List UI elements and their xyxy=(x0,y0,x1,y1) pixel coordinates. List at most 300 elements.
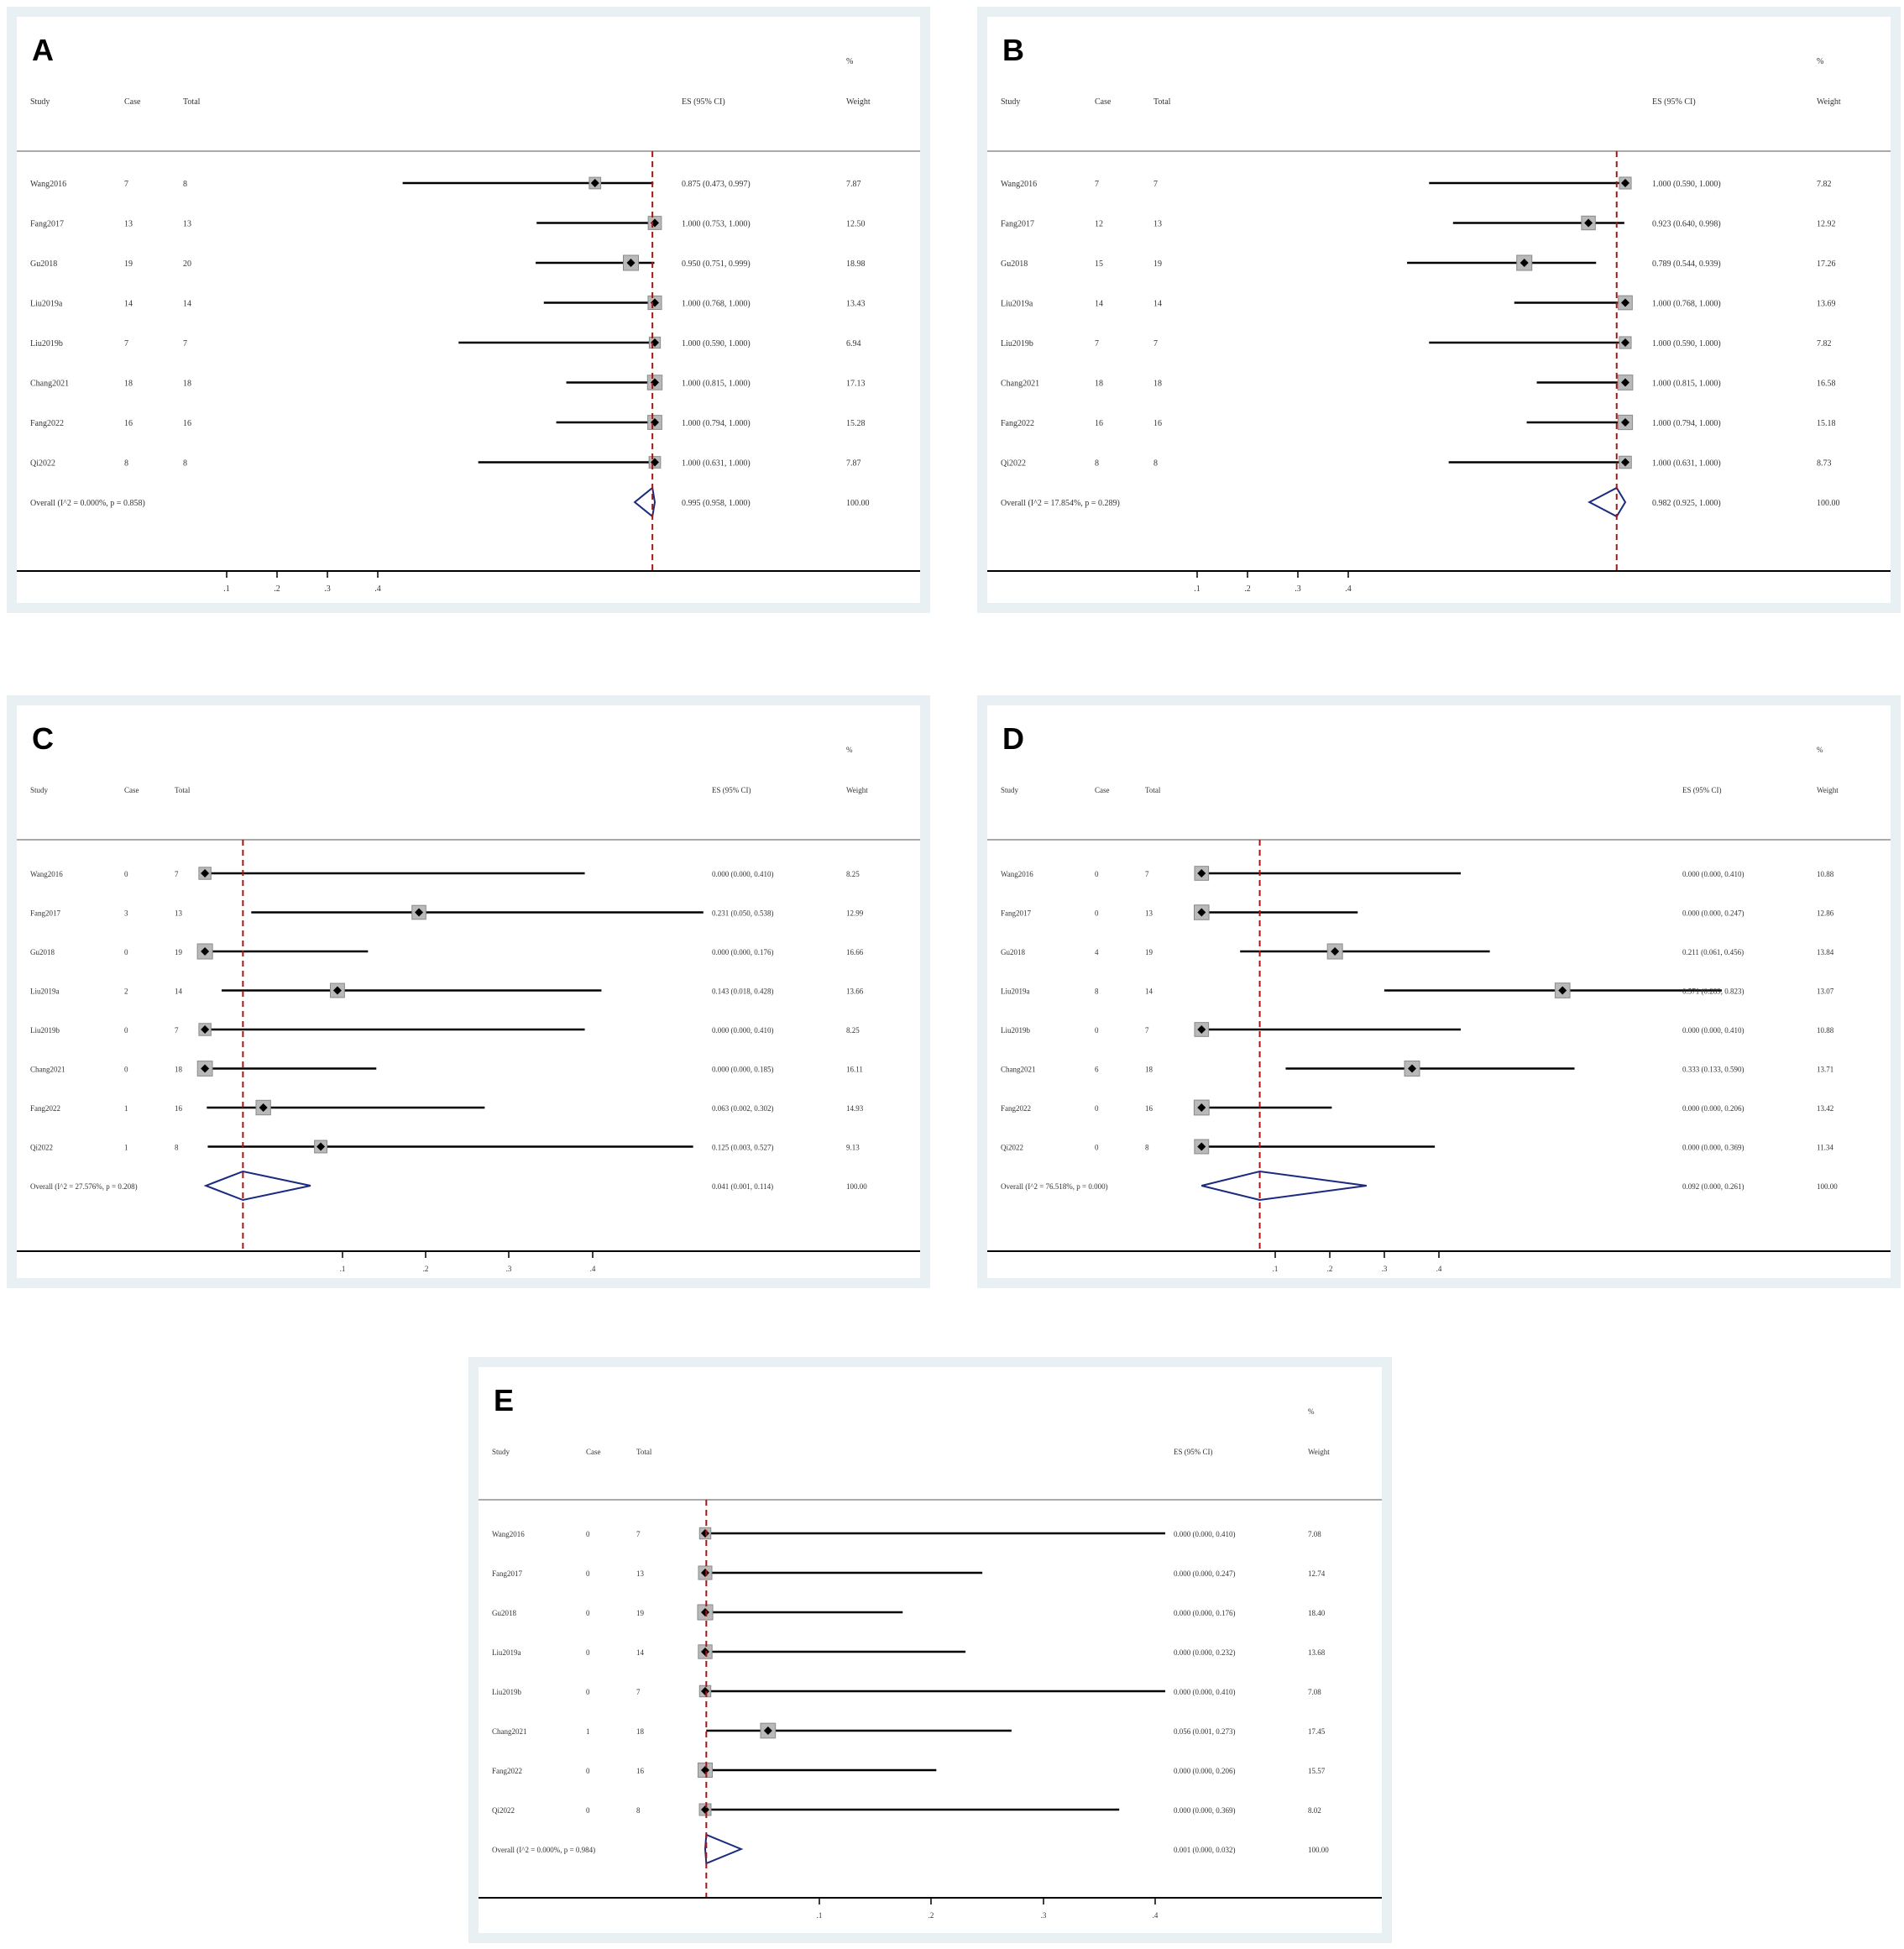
study-row xyxy=(492,1723,1326,1738)
study-name: Gu2018 xyxy=(1001,259,1028,269)
es-ci-text: 1.000 (0.753, 1.000) xyxy=(682,219,751,229)
study-total: 18 xyxy=(1145,1065,1153,1074)
es-ci-text: 1.000 (0.794, 1.000) xyxy=(1652,419,1721,428)
study-case: 14 xyxy=(124,299,133,309)
panel-letter: A xyxy=(32,33,54,67)
es-ci-text: 0.143 (0.018, 0.428) xyxy=(712,987,774,996)
study-weight: 13.84 xyxy=(1817,948,1834,956)
study-case: 16 xyxy=(124,419,133,428)
study-name: Chang2021 xyxy=(30,1065,65,1074)
x-tick-label: .4 xyxy=(589,1265,596,1273)
study-case: 0 xyxy=(1095,1143,1099,1152)
overall-diamond xyxy=(1201,1171,1367,1200)
study-case: 0 xyxy=(586,1688,590,1696)
study-weight: 14.93 xyxy=(846,1104,864,1113)
study-row xyxy=(1001,905,1834,920)
study-row xyxy=(1001,1061,1833,1077)
study-weight: 7.08 xyxy=(1308,1530,1321,1538)
study-weight: 17.13 xyxy=(846,379,866,389)
panel-letter: E xyxy=(494,1383,515,1417)
study-row xyxy=(492,1605,1326,1620)
es-ci-text: 0.789 (0.544, 0.939) xyxy=(1652,259,1721,269)
study-row xyxy=(1001,867,1834,881)
x-tick-label: .1 xyxy=(223,584,230,594)
study-weight: 8.02 xyxy=(1308,1806,1321,1815)
es-ci-text: 0.125 (0.003, 0.527) xyxy=(712,1143,774,1152)
study-name: Fang2022 xyxy=(1001,1104,1031,1113)
header-weight: Weight xyxy=(846,786,868,794)
study-case: 8 xyxy=(124,458,128,469)
study-total: 14 xyxy=(175,987,182,996)
study-total: 14 xyxy=(636,1648,644,1657)
panel-letter: D xyxy=(1002,721,1024,756)
study-row xyxy=(492,1804,1321,1815)
study-total: 16 xyxy=(183,419,191,428)
study-case: 16 xyxy=(1095,419,1103,428)
study-weight: 13.69 xyxy=(1817,299,1836,309)
study-weight: 7.82 xyxy=(1817,180,1832,189)
header-percent: % xyxy=(846,57,854,66)
study-total: 18 xyxy=(1153,379,1162,389)
panel-C-frame xyxy=(7,695,930,1288)
study-case: 0 xyxy=(124,1065,128,1074)
study-weight: 13.71 xyxy=(1817,1065,1834,1074)
study-weight: 9.13 xyxy=(846,1143,860,1152)
study-name: Liu2019b xyxy=(1001,1026,1030,1035)
study-weight: 15.57 xyxy=(1308,1767,1326,1775)
study-total: 8 xyxy=(1145,1143,1149,1152)
study-row xyxy=(1001,216,1836,229)
header-study: Study xyxy=(1001,97,1021,107)
study-case: 7 xyxy=(124,339,128,348)
es-ci-text: 0.923 (0.640, 0.998) xyxy=(1652,219,1721,229)
header-total: Total xyxy=(1153,97,1171,107)
overall-weight: 100.00 xyxy=(846,1182,867,1191)
study-total: 18 xyxy=(636,1727,644,1736)
header-percent: % xyxy=(1817,57,1824,66)
study-total: 8 xyxy=(175,1143,179,1152)
study-name: Gu2018 xyxy=(30,948,55,956)
x-tick-label: .3 xyxy=(1381,1265,1388,1273)
es-ci-text: 1.000 (0.768, 1.000) xyxy=(1652,299,1721,309)
study-name: Fang2022 xyxy=(30,419,64,428)
study-row xyxy=(1001,983,1834,998)
es-ci-text: 0.063 (0.002, 0.302) xyxy=(712,1104,774,1113)
study-weight: 7.87 xyxy=(846,458,861,469)
study-row xyxy=(30,867,860,879)
panel-letter: B xyxy=(1002,33,1024,67)
study-name: Wang2016 xyxy=(492,1530,525,1538)
header-total: Total xyxy=(183,97,201,107)
study-total: 16 xyxy=(636,1767,644,1775)
es-ci-text: 0.000 (0.000, 0.410) xyxy=(1682,870,1744,878)
study-name: Liu2019b xyxy=(492,1688,521,1696)
overall-weight: 100.00 xyxy=(1817,1182,1838,1191)
study-name: Gu2018 xyxy=(30,259,58,269)
header-es: ES (95% CI) xyxy=(1652,97,1696,107)
forest-plot-D xyxy=(987,705,1891,1278)
study-row xyxy=(30,1140,860,1153)
es-ci-text: 0.000 (0.000, 0.369) xyxy=(1682,1143,1744,1152)
study-case: 1 xyxy=(586,1727,590,1736)
es-ci-text: 0.000 (0.000, 0.247) xyxy=(1174,1569,1236,1578)
study-row xyxy=(30,944,864,959)
study-total: 7 xyxy=(1145,1026,1149,1035)
study-case: 13 xyxy=(124,219,133,229)
study-weight: 16.11 xyxy=(846,1065,863,1074)
study-name: Chang2021 xyxy=(30,379,70,389)
study-name: Qi2022 xyxy=(1001,458,1026,469)
study-name: Wang2016 xyxy=(1001,870,1033,878)
study-weight: 7.87 xyxy=(846,180,861,189)
overall-row xyxy=(30,1171,867,1200)
panel-E-frame xyxy=(468,1357,1392,1943)
header-es: ES (95% CI) xyxy=(1682,786,1722,794)
study-weight: 18.98 xyxy=(846,259,866,269)
es-ci-text: 0.000 (0.000, 0.410) xyxy=(1174,1530,1236,1538)
study-row xyxy=(1001,337,1832,348)
study-case: 18 xyxy=(1095,379,1103,389)
es-ci-text: 0.000 (0.000, 0.206) xyxy=(1682,1104,1744,1113)
study-name: Liu2019a xyxy=(492,1648,521,1657)
study-row xyxy=(1001,177,1832,189)
study-row xyxy=(492,1566,1326,1580)
study-row xyxy=(1001,255,1836,270)
study-row xyxy=(30,1024,860,1035)
header-es: ES (95% CI) xyxy=(682,97,725,107)
header-total: Total xyxy=(175,786,191,794)
study-case: 18 xyxy=(124,379,133,389)
study-row xyxy=(1001,296,1836,310)
study-weight: 16.58 xyxy=(1817,379,1836,389)
study-total: 13 xyxy=(1145,909,1153,918)
study-case: 19 xyxy=(124,259,133,269)
forest-plot-C xyxy=(17,705,920,1278)
study-total: 18 xyxy=(183,379,191,389)
study-name: Chang2021 xyxy=(1001,379,1040,389)
study-case: 3 xyxy=(124,909,128,918)
es-ci-text: 0.000 (0.000, 0.410) xyxy=(712,1026,774,1035)
header-es: ES (95% CI) xyxy=(1174,1448,1213,1456)
study-weight: 13.66 xyxy=(846,987,864,996)
study-total: 7 xyxy=(1153,339,1158,348)
study-row xyxy=(30,1100,864,1114)
study-case: 0 xyxy=(124,870,128,878)
es-ci-text: 1.000 (0.590, 1.000) xyxy=(682,339,751,348)
study-weight: 7.08 xyxy=(1308,1688,1321,1696)
study-name: Fang2017 xyxy=(30,219,64,229)
header-total: Total xyxy=(636,1448,652,1456)
x-tick-label: .1 xyxy=(339,1265,346,1273)
study-row xyxy=(30,983,864,998)
study-name: Liu2019b xyxy=(1001,339,1033,348)
es-ci-text: 0.000 (0.000, 0.185) xyxy=(712,1065,774,1074)
es-ci-text: 1.000 (0.794, 1.000) xyxy=(682,419,751,428)
study-weight: 8.25 xyxy=(846,1026,860,1035)
study-weight: 7.82 xyxy=(1817,339,1832,348)
es-ci-text: 0.000 (0.000, 0.410) xyxy=(712,870,774,878)
study-name: Fang2017 xyxy=(30,909,60,918)
header-case: Case xyxy=(124,786,139,794)
study-name: Qi2022 xyxy=(30,1143,53,1152)
overall-es-text: 0.092 (0.000, 0.261) xyxy=(1682,1182,1744,1191)
header-percent: % xyxy=(1308,1407,1315,1416)
overall-label: Overall (I^2 = 17.854%, p = 0.289) xyxy=(1001,499,1120,508)
x-tick-label: .4 xyxy=(1436,1265,1442,1273)
study-row xyxy=(30,375,866,390)
es-ci-text: 1.000 (0.768, 1.000) xyxy=(682,299,751,309)
study-name: Gu2018 xyxy=(492,1609,516,1617)
study-case: 1 xyxy=(124,1143,128,1152)
study-total: 8 xyxy=(636,1806,641,1815)
study-weight: 13.07 xyxy=(1817,987,1834,996)
study-total: 7 xyxy=(1145,870,1149,878)
study-case: 1 xyxy=(124,1104,128,1113)
study-case: 15 xyxy=(1095,259,1103,269)
study-total: 14 xyxy=(1145,987,1153,996)
study-total: 8 xyxy=(183,180,187,189)
study-weight: 13.43 xyxy=(846,299,866,309)
study-name: Liu2019a xyxy=(30,987,60,996)
study-total: 13 xyxy=(1153,219,1162,229)
study-total: 13 xyxy=(175,909,182,918)
study-weight: 17.45 xyxy=(1308,1727,1326,1736)
study-case: 8 xyxy=(1095,987,1099,996)
header-es: ES (95% CI) xyxy=(712,786,751,794)
study-weight: 8.25 xyxy=(846,870,860,878)
study-total: 7 xyxy=(175,1026,179,1035)
study-row xyxy=(1001,1140,1833,1154)
header-total: Total xyxy=(1145,786,1161,794)
forest-plot-B xyxy=(987,17,1891,603)
es-ci-text: 0.950 (0.751, 0.999) xyxy=(682,259,751,269)
header-weight: Weight xyxy=(1308,1448,1330,1456)
es-ci-text: 0.231 (0.050, 0.538) xyxy=(712,909,774,918)
study-total: 19 xyxy=(1153,259,1162,269)
study-total: 7 xyxy=(636,1688,641,1696)
header-weight: Weight xyxy=(1817,97,1841,107)
study-row xyxy=(492,1763,1326,1777)
study-name: Liu2019a xyxy=(1001,299,1033,309)
study-name: Fang2022 xyxy=(30,1104,60,1113)
study-total: 7 xyxy=(1153,180,1158,189)
study-name: Wang2016 xyxy=(30,180,67,189)
overall-weight: 100.00 xyxy=(1817,499,1840,508)
overall-diamond xyxy=(705,1835,741,1863)
header-percent: % xyxy=(1817,746,1823,754)
es-ci-text: 1.000 (0.590, 1.000) xyxy=(1652,339,1721,348)
x-tick-label: .2 xyxy=(422,1265,429,1273)
study-row xyxy=(492,1527,1321,1538)
header-case: Case xyxy=(1095,786,1110,794)
study-row xyxy=(30,416,866,430)
es-ci-text: 0.211 (0.061, 0.456) xyxy=(1682,948,1744,956)
header-percent: % xyxy=(846,746,853,754)
forest-plot-A xyxy=(17,17,920,603)
es-ci-text: 1.000 (0.590, 1.000) xyxy=(1652,180,1721,189)
es-ci-text: 0.875 (0.473, 0.997) xyxy=(682,180,751,189)
panel-A-frame xyxy=(7,7,930,613)
header-study: Study xyxy=(30,97,50,107)
study-name: Gu2018 xyxy=(1001,948,1025,956)
study-total: 14 xyxy=(1153,299,1162,309)
study-name: Fang2022 xyxy=(1001,419,1034,428)
x-tick-label: .2 xyxy=(274,584,280,594)
overall-row xyxy=(1001,488,1840,516)
study-case: 0 xyxy=(124,948,128,956)
overall-diamond xyxy=(1589,488,1625,516)
study-total: 13 xyxy=(636,1569,644,1578)
study-case: 6 xyxy=(1095,1065,1099,1074)
study-weight: 13.42 xyxy=(1817,1104,1834,1113)
x-tick-label: .3 xyxy=(324,584,331,594)
study-case: 0 xyxy=(586,1648,590,1657)
overall-label: Overall (I^2 = 27.576%, p = 0.208) xyxy=(30,1182,138,1191)
x-tick-label: .2 xyxy=(1244,584,1251,594)
study-case: 0 xyxy=(1095,1104,1099,1113)
study-total: 19 xyxy=(1145,948,1153,956)
es-ci-text: 0.333 (0.133, 0.590) xyxy=(1682,1065,1744,1074)
es-ci-text: 0.000 (0.000, 0.410) xyxy=(1174,1688,1236,1696)
study-name: Fang2022 xyxy=(492,1767,522,1775)
study-name: Qi2022 xyxy=(492,1806,515,1815)
x-tick-label: .2 xyxy=(928,1911,934,1920)
study-total: 19 xyxy=(175,948,182,956)
overall-label: Overall (I^2 = 0.000%, p = 0.858) xyxy=(30,499,145,508)
es-ci-text: 1.000 (0.815, 1.000) xyxy=(682,379,751,389)
study-row xyxy=(30,177,861,189)
forest-plot-E xyxy=(479,1367,1382,1933)
study-total: 16 xyxy=(1145,1104,1153,1113)
study-row xyxy=(30,337,861,348)
x-tick-label: .4 xyxy=(1152,1911,1159,1920)
study-case: 2 xyxy=(124,987,128,996)
study-name: Fang2017 xyxy=(492,1569,522,1578)
study-weight: 10.88 xyxy=(1817,1026,1834,1035)
es-ci-text: 0.000 (0.000, 0.176) xyxy=(712,948,774,956)
study-weight: 8.73 xyxy=(1817,458,1832,469)
x-tick-label: .4 xyxy=(1345,584,1352,594)
study-case: 7 xyxy=(1095,180,1099,189)
x-tick-label: .1 xyxy=(816,1911,823,1920)
study-total: 7 xyxy=(183,339,187,348)
es-ci-text: 1.000 (0.815, 1.000) xyxy=(1652,379,1721,389)
overall-weight: 100.00 xyxy=(846,499,870,508)
study-weight: 16.66 xyxy=(846,948,864,956)
x-tick-label: .3 xyxy=(505,1265,512,1273)
study-case: 0 xyxy=(586,1569,590,1578)
es-ci-text: 1.000 (0.631, 1.000) xyxy=(682,458,751,469)
study-total: 7 xyxy=(175,870,179,878)
overall-row xyxy=(30,488,870,516)
panel-D-frame xyxy=(977,695,1901,1288)
study-total: 13 xyxy=(183,219,191,229)
study-weight: 11.34 xyxy=(1817,1143,1833,1152)
study-row xyxy=(492,1685,1321,1696)
study-case: 0 xyxy=(586,1530,590,1538)
es-ci-text: 0.056 (0.001, 0.273) xyxy=(1174,1727,1236,1736)
study-weight: 12.92 xyxy=(1817,219,1836,229)
study-name: Wang2016 xyxy=(1001,180,1038,189)
overall-es-text: 0.001 (0.000, 0.032) xyxy=(1174,1846,1236,1854)
es-ci-text: 0.000 (0.000, 0.176) xyxy=(1174,1609,1236,1617)
study-total: 19 xyxy=(636,1609,644,1617)
header-weight: Weight xyxy=(1817,786,1839,794)
study-row xyxy=(30,905,864,919)
study-row xyxy=(30,457,861,469)
study-case: 0 xyxy=(586,1609,590,1617)
x-tick-label: .4 xyxy=(374,584,381,594)
study-row xyxy=(1001,415,1836,429)
study-total: 16 xyxy=(1153,419,1162,428)
header-case: Case xyxy=(586,1448,601,1456)
es-ci-text: 0.000 (0.000, 0.247) xyxy=(1682,909,1744,918)
x-tick-label: .2 xyxy=(1326,1265,1333,1273)
study-weight: 12.50 xyxy=(846,219,866,229)
study-total: 7 xyxy=(636,1530,641,1538)
header-case: Case xyxy=(124,97,141,107)
overall-row xyxy=(492,1835,1329,1863)
study-name: Liu2019a xyxy=(30,299,63,309)
study-name: Wang2016 xyxy=(30,870,63,878)
study-row xyxy=(30,296,866,309)
study-total: 8 xyxy=(183,458,187,469)
study-total: 8 xyxy=(1153,458,1158,469)
study-weight: 6.94 xyxy=(846,339,861,348)
study-row xyxy=(1001,456,1832,469)
study-row xyxy=(1001,1023,1834,1037)
study-row xyxy=(30,217,866,230)
study-case: 0 xyxy=(1095,1026,1099,1035)
study-weight: 18.40 xyxy=(1308,1609,1326,1617)
x-tick-label: .1 xyxy=(1272,1265,1279,1273)
study-case: 8 xyxy=(1095,458,1099,469)
overall-weight: 100.00 xyxy=(1308,1846,1329,1854)
study-weight: 10.88 xyxy=(1817,870,1834,878)
study-weight: 17.26 xyxy=(1817,259,1836,269)
study-case: 4 xyxy=(1095,948,1099,956)
x-tick-label: .3 xyxy=(1295,584,1301,594)
study-total: 20 xyxy=(183,259,191,269)
study-total: 14 xyxy=(183,299,191,309)
overall-diamond xyxy=(635,488,655,516)
overall-label: Overall (I^2 = 76.518%, p = 0.000) xyxy=(1001,1182,1108,1191)
es-ci-text: 0.571 (0.289, 0.823) xyxy=(1682,987,1744,996)
study-case: 14 xyxy=(1095,299,1103,309)
study-total: 18 xyxy=(175,1065,182,1074)
study-weight: 12.86 xyxy=(1817,909,1834,918)
study-name: Fang2017 xyxy=(1001,219,1034,229)
study-case: 0 xyxy=(1095,909,1099,918)
study-case: 0 xyxy=(124,1026,128,1035)
overall-label: Overall (I^2 = 0.000%, p = 0.984) xyxy=(492,1846,596,1854)
x-tick-label: .3 xyxy=(1040,1911,1047,1920)
study-name: Liu2019b xyxy=(30,339,63,348)
study-total: 16 xyxy=(175,1104,182,1113)
study-name: Fang2017 xyxy=(1001,909,1031,918)
study-weight: 15.28 xyxy=(846,419,866,428)
study-row xyxy=(30,1061,863,1077)
study-weight: 15.18 xyxy=(1817,419,1836,428)
study-name: Chang2021 xyxy=(1001,1065,1036,1074)
header-study: Study xyxy=(30,786,49,794)
study-case: 12 xyxy=(1095,219,1103,229)
study-weight: 12.99 xyxy=(846,909,864,918)
es-ci-text: 0.000 (0.000, 0.232) xyxy=(1174,1648,1236,1657)
study-weight: 12.74 xyxy=(1308,1569,1326,1578)
study-row xyxy=(1001,1100,1833,1115)
study-case: 0 xyxy=(586,1806,590,1815)
